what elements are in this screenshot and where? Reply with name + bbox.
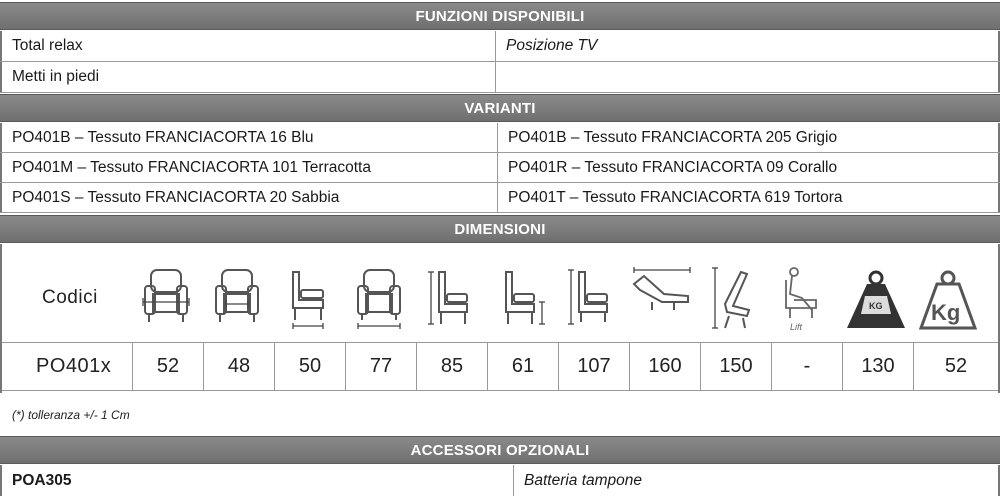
varianti-row (0, 123, 1000, 153)
max-load-icon (843, 264, 909, 334)
seat-height-icon (488, 264, 554, 334)
chair-width-icon (133, 264, 199, 334)
varianti-header: VARIANTI (0, 94, 1000, 122)
dimension-values-row (2, 342, 998, 391)
lift-mode-icon (772, 264, 838, 334)
varianti-cell: PO401R – Tessuto FRANCIACORTA 09 Corallo (497, 153, 1000, 182)
accessori-row (0, 465, 1000, 496)
funzioni-cell (495, 62, 1000, 92)
dimension-value: - (771, 343, 842, 390)
dimension-value: 50 (274, 343, 345, 390)
varianti-cell: PO401M – Tessuto FRANCIACORTA 101 Terracotta (0, 153, 497, 182)
dimension-value: 85 (416, 343, 487, 390)
accessory-description: Batteria tampone (513, 465, 1000, 496)
dimension-value: 52 (913, 343, 998, 390)
funzioni-row (0, 62, 1000, 93)
funzioni-cell: Metti in piedi (0, 62, 495, 92)
dimension-value: 48 (203, 343, 274, 390)
recline-length-icon (630, 264, 696, 334)
product-code: PO401x (36, 355, 112, 377)
varianti-cell: PO401B – Tessuto FRANCIACORTA 205 Grigio (497, 123, 1000, 152)
dimension-value: 77 (345, 343, 416, 390)
accessory-code: POA305 (0, 465, 513, 496)
codici-label: Codici (42, 287, 98, 308)
seat-depth-icon (275, 264, 341, 334)
dimensioni-header: DIMENSIONI (0, 215, 1000, 243)
depth-open-icon (559, 264, 625, 334)
dimension-value: 107 (558, 343, 629, 390)
dimension-value: 52 (132, 343, 203, 390)
weight-label: Kg (931, 300, 961, 325)
chair-height-icon (346, 264, 412, 334)
back-height-icon (417, 264, 483, 334)
dimension-value: 160 (629, 343, 700, 390)
varianti-row (0, 153, 1000, 183)
varianti-row (0, 183, 1000, 213)
varianti-cell: PO401T – Tessuto FRANCIACORTA 619 Tortora (497, 183, 1000, 212)
varianti-cell: PO401B – Tessuto FRANCIACORTA 16 Blu (0, 123, 497, 152)
lift-height-icon (701, 264, 767, 334)
dimension-value: 130 (842, 343, 913, 390)
dimensioni-table (0, 244, 1000, 393)
accessori-header: ACCESSORI OPZIONALI (0, 436, 1000, 464)
funzioni-cell: Total relax (0, 31, 495, 61)
funzioni-row (0, 31, 1000, 62)
load-label: KG (869, 301, 883, 311)
dimension-value: 61 (487, 343, 558, 390)
funzioni-header: FUNZIONI DISPONIBILI (0, 2, 1000, 30)
seat-width-icon (204, 264, 270, 334)
dimension-value: 150 (700, 343, 771, 390)
lift-label: Lift (790, 322, 803, 332)
tolerance-note: (*) tolleranza +/- 1 Cm (12, 408, 130, 422)
weight-icon (915, 264, 981, 334)
funzioni-cell: Posizione TV (495, 31, 1000, 61)
varianti-cell: PO401S – Tessuto FRANCIACORTA 20 Sabbia (0, 183, 497, 212)
dimension-icons-row (2, 244, 998, 342)
